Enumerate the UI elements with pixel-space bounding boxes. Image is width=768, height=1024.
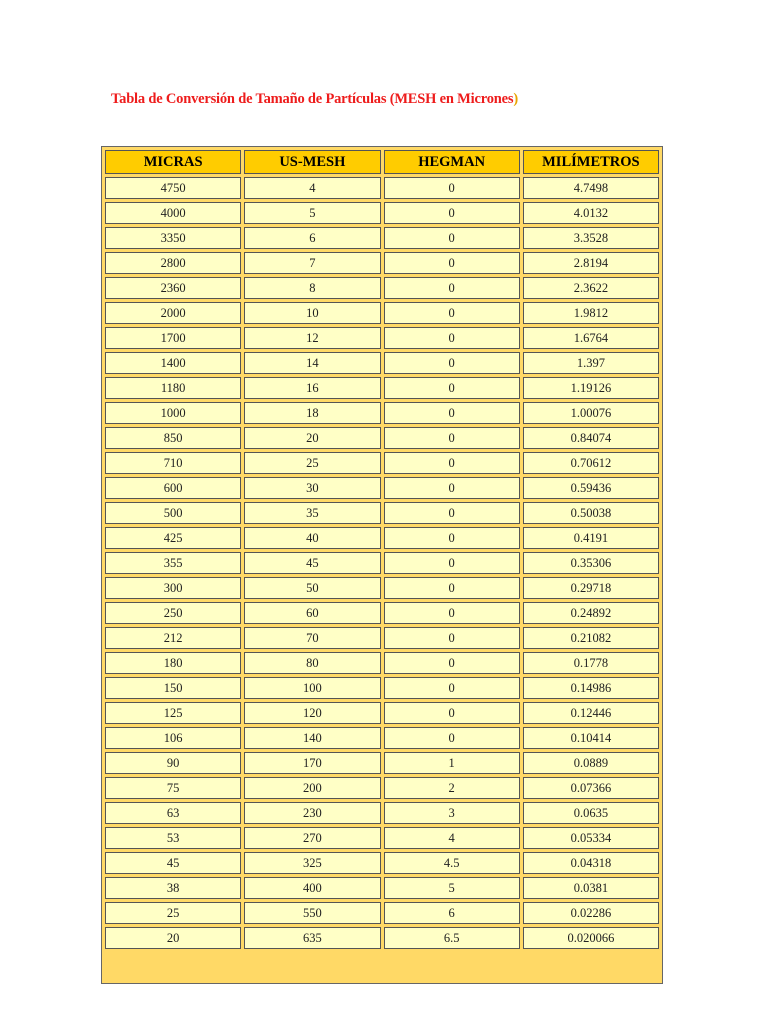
cell-us-mesh: 50: [244, 577, 380, 599]
cell-hegman: 0: [384, 352, 520, 374]
table-row: [105, 527, 659, 549]
cell-milimetros: 4.7498: [523, 177, 659, 199]
cell-hegman: 0: [384, 202, 520, 224]
cell-hegman: 3: [384, 802, 520, 824]
cell-milimetros: 0.21082: [523, 627, 659, 649]
table-row: [105, 177, 659, 199]
table-row: [105, 277, 659, 299]
table-row: [105, 427, 659, 449]
table-row: [105, 877, 659, 899]
cell-us-mesh: 325: [244, 852, 380, 874]
cell-us-mesh: 550: [244, 902, 380, 924]
cell-hegman: 0: [384, 502, 520, 524]
table-row: [105, 552, 659, 574]
cell-milimetros: 0.0635: [523, 802, 659, 824]
table-row: [105, 602, 659, 624]
table-row: [105, 502, 659, 524]
conversion-table-frame: [101, 146, 663, 984]
table-row: [105, 902, 659, 924]
table-row: [105, 927, 659, 949]
cell-milimetros: 1.00076: [523, 402, 659, 424]
cell-us-mesh: 35: [244, 502, 380, 524]
cell-us-mesh: 120: [244, 702, 380, 724]
cell-milimetros: 0.0889: [523, 752, 659, 774]
table-row: [105, 227, 659, 249]
cell-hegman: 6.5: [384, 927, 520, 949]
cell-milimetros: 0.35306: [523, 552, 659, 574]
cell-micras: 75: [105, 777, 241, 799]
cell-milimetros: 0.05334: [523, 827, 659, 849]
cell-micras: 2360: [105, 277, 241, 299]
cell-hegman: 0: [384, 627, 520, 649]
cell-us-mesh: 60: [244, 602, 380, 624]
cell-milimetros: 0.12446: [523, 702, 659, 724]
cell-hegman: 0: [384, 477, 520, 499]
table-row: [105, 402, 659, 424]
cell-micras: 425: [105, 527, 241, 549]
cell-milimetros: 0.14986: [523, 677, 659, 699]
conversion-table: [102, 147, 662, 952]
cell-micras: 25: [105, 902, 241, 924]
cell-us-mesh: 12: [244, 327, 380, 349]
cell-milimetros: 1.9812: [523, 302, 659, 324]
header-us-mesh: US-MESH: [244, 150, 380, 174]
cell-us-mesh: 10: [244, 302, 380, 324]
cell-micras: 20: [105, 927, 241, 949]
table-row: [105, 702, 659, 724]
cell-us-mesh: 100: [244, 677, 380, 699]
cell-hegman: 0: [384, 702, 520, 724]
cell-micras: 250: [105, 602, 241, 624]
title-text: Tabla de Conversión de Tamaño de Partículas (MESH en Microne: [111, 91, 508, 107]
table-row: [105, 352, 659, 374]
cell-micras: 45: [105, 852, 241, 874]
table-row: [105, 577, 659, 599]
cell-us-mesh: 170: [244, 752, 380, 774]
cell-micras: 500: [105, 502, 241, 524]
cell-milimetros: 0.07366: [523, 777, 659, 799]
cell-micras: 106: [105, 727, 241, 749]
cell-hegman: 0: [384, 252, 520, 274]
cell-us-mesh: 45: [244, 552, 380, 574]
cell-micras: 53: [105, 827, 241, 849]
cell-hegman: 6: [384, 902, 520, 924]
cell-milimetros: 0.04318: [523, 852, 659, 874]
cell-micras: 125: [105, 702, 241, 724]
cell-us-mesh: 25: [244, 452, 380, 474]
cell-micras: 1180: [105, 377, 241, 399]
cell-micras: 300: [105, 577, 241, 599]
cell-hegman: 0: [384, 527, 520, 549]
cell-us-mesh: 7: [244, 252, 380, 274]
table-row: [105, 652, 659, 674]
cell-us-mesh: 140: [244, 727, 380, 749]
cell-hegman: 0: [384, 277, 520, 299]
table-row: [105, 677, 659, 699]
title-text-tail: s: [507, 91, 514, 107]
cell-us-mesh: 18: [244, 402, 380, 424]
cell-us-mesh: 70: [244, 627, 380, 649]
cell-hegman: 4: [384, 827, 520, 849]
cell-us-mesh: 200: [244, 777, 380, 799]
table-row: [105, 327, 659, 349]
cell-micras: 1700: [105, 327, 241, 349]
cell-us-mesh: 80: [244, 652, 380, 674]
table-row: [105, 777, 659, 799]
cell-us-mesh: 400: [244, 877, 380, 899]
cell-micras: 90: [105, 752, 241, 774]
cell-hegman: 0: [384, 652, 520, 674]
header-row: [105, 150, 659, 174]
cell-milimetros: 1.6764: [523, 327, 659, 349]
cell-us-mesh: 6: [244, 227, 380, 249]
table-row: [105, 827, 659, 849]
table-row: [105, 202, 659, 224]
table-row: [105, 452, 659, 474]
cell-micras: 38: [105, 877, 241, 899]
table-row: [105, 302, 659, 324]
cell-milimetros: 0.0381: [523, 877, 659, 899]
cell-hegman: 0: [384, 677, 520, 699]
cell-milimetros: 0.4191: [523, 527, 659, 549]
cell-us-mesh: 14: [244, 352, 380, 374]
cell-milimetros: 0.10414: [523, 727, 659, 749]
cell-micras: 850: [105, 427, 241, 449]
header-micras: MICRAS: [105, 150, 241, 174]
cell-hegman: 0: [384, 577, 520, 599]
cell-micras: 4750: [105, 177, 241, 199]
table-row: [105, 752, 659, 774]
table-row: [105, 727, 659, 749]
cell-micras: 150: [105, 677, 241, 699]
cell-us-mesh: 40: [244, 527, 380, 549]
cell-micras: 180: [105, 652, 241, 674]
cell-micras: 600: [105, 477, 241, 499]
table-body: [105, 177, 659, 949]
cell-micras: 710: [105, 452, 241, 474]
cell-micras: 2000: [105, 302, 241, 324]
cell-milimetros: 1.397: [523, 352, 659, 374]
cell-hegman: 5: [384, 877, 520, 899]
cell-us-mesh: 230: [244, 802, 380, 824]
cell-hegman: 0: [384, 727, 520, 749]
table-row: [105, 377, 659, 399]
cell-hegman: 0: [384, 327, 520, 349]
cell-milimetros: 1.19126: [523, 377, 659, 399]
cell-hegman: 0: [384, 402, 520, 424]
cell-hegman: 0: [384, 602, 520, 624]
cell-milimetros: 0.50038: [523, 502, 659, 524]
cell-us-mesh: 4: [244, 177, 380, 199]
cell-milimetros: 0.02286: [523, 902, 659, 924]
header-hegman: HEGMAN: [384, 150, 520, 174]
cell-micras: 355: [105, 552, 241, 574]
cell-hegman: 0: [384, 177, 520, 199]
cell-micras: 3350: [105, 227, 241, 249]
page-title: [111, 91, 518, 108]
cell-hegman: 0: [384, 452, 520, 474]
table-row: [105, 477, 659, 499]
cell-us-mesh: 30: [244, 477, 380, 499]
cell-milimetros: 0.70612: [523, 452, 659, 474]
cell-us-mesh: 270: [244, 827, 380, 849]
cell-hegman: 0: [384, 227, 520, 249]
cell-us-mesh: 8: [244, 277, 380, 299]
cell-milimetros: 3.3528: [523, 227, 659, 249]
cell-us-mesh: 20: [244, 427, 380, 449]
cell-hegman: 1: [384, 752, 520, 774]
cell-hegman: 0: [384, 302, 520, 324]
cell-hegman: 0: [384, 552, 520, 574]
cell-milimetros: 2.3622: [523, 277, 659, 299]
cell-hegman: 0: [384, 427, 520, 449]
cell-us-mesh: 635: [244, 927, 380, 949]
cell-milimetros: 2.8194: [523, 252, 659, 274]
cell-milimetros: 0.1778: [523, 652, 659, 674]
cell-milimetros: 0.24892: [523, 602, 659, 624]
cell-micras: 4000: [105, 202, 241, 224]
title-close-paren: ): [513, 91, 518, 107]
cell-milimetros: 0.29718: [523, 577, 659, 599]
cell-hegman: 4.5: [384, 852, 520, 874]
cell-micras: 63: [105, 802, 241, 824]
cell-micras: 2800: [105, 252, 241, 274]
table-row: [105, 852, 659, 874]
cell-milimetros: 0.84074: [523, 427, 659, 449]
cell-us-mesh: 16: [244, 377, 380, 399]
header-milimetros: MILÍMETROS: [523, 150, 659, 174]
cell-us-mesh: 5: [244, 202, 380, 224]
cell-milimetros: 4.0132: [523, 202, 659, 224]
table-row: [105, 252, 659, 274]
cell-micras: 1400: [105, 352, 241, 374]
cell-micras: 212: [105, 627, 241, 649]
table-row: [105, 627, 659, 649]
table-row: [105, 802, 659, 824]
cell-milimetros: 0.020066: [523, 927, 659, 949]
cell-milimetros: 0.59436: [523, 477, 659, 499]
cell-hegman: 0: [384, 377, 520, 399]
cell-micras: 1000: [105, 402, 241, 424]
cell-hegman: 2: [384, 777, 520, 799]
